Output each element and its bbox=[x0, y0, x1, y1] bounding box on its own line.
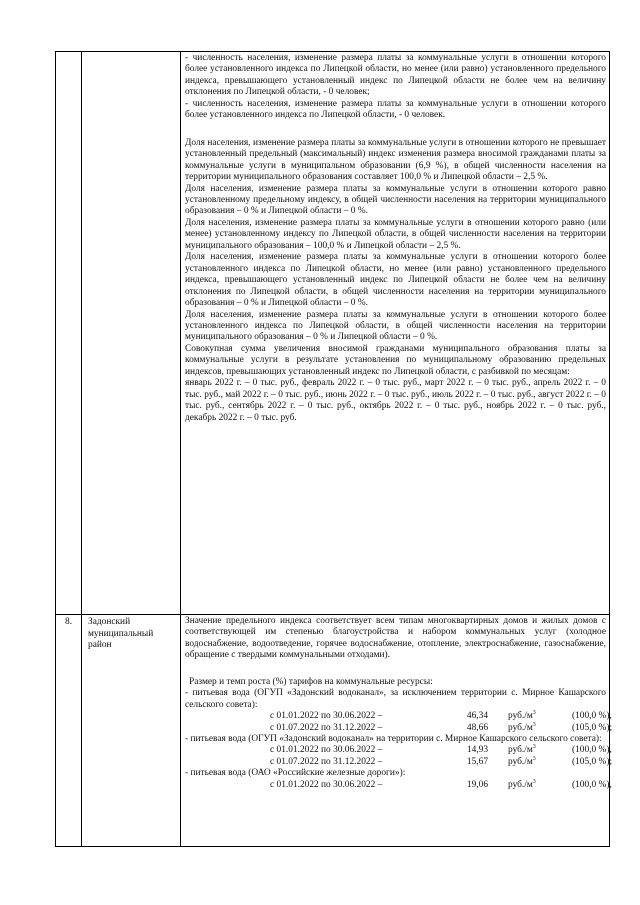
rate-line: с 01.01.2022 по 30.06.2022 – 46,34 $руб./м^3$ (100,0 %), bbox=[270, 710, 612, 722]
rate-line: с 01.01.2022 по 30.06.2022 – 19,06 $руб./м^3$ (100,0 %), bbox=[270, 778, 612, 790]
row-number-cell bbox=[56, 52, 82, 615]
spacer bbox=[185, 662, 606, 677]
paragraph-share-equal-region: Доля населения, изменение размера платы за коммунальные услуги в отношении которого равно (или менее) установленному индексу по Липецкой области, в общей численности населения на территории муниципального образования – 100,0 % и Липецкой области – 2,5 %. bbox=[185, 217, 606, 251]
row-number: 8. bbox=[56, 615, 82, 847]
district-name: Задонский муниципальный район bbox=[82, 615, 181, 847]
district-cell bbox=[82, 52, 181, 615]
table-row-8 bbox=[56, 615, 610, 847]
rate-line: с 01.07.2022 по 31.12.2022 – 15,67 $руб./м^3$ (105,0 %); bbox=[270, 755, 613, 767]
tariff-table bbox=[55, 51, 613, 847]
rate-line: с 01.01.2022 по 30.06.2022 – 14,93 $руб./м^3$ (100,0 %), bbox=[270, 744, 612, 756]
paragraph-index-intro: Значение предельного индекса соответствует всем типам многоквартирных домов и жилых домов с соответствующей им степенью благоустройства и набором коммунальных услуг (холодное водоснабжение, водоотведение, горячее водоснабжение, отопление, электроснабжение, газоснабжение, обращение с твердыми коммунальными отходами). bbox=[185, 616, 606, 661]
spacer bbox=[185, 122, 606, 138]
paragraph-population-moderate: - численность населения, изменение размера платы за коммунальные услуги в отношении которого более установленного индекса по Липецкой области, но менее (или равно) установленного предельного индекса, превышающего установленный индекс по Липецкой области не более чем на величину отклонения по Липецкой области, - 0 человек; bbox=[185, 53, 606, 98]
row-8-description bbox=[181, 615, 613, 847]
description-cell bbox=[181, 52, 610, 615]
paragraph-total-increase: Совокупная сумма увеличения вносимой гражданами муниципального образования платы за коммунальные услуги в результате установления по муниципальному образованию предельных индексов, превышающих установленный индекс по Липецкой области, с разбивкой по месяцам: bbox=[185, 343, 606, 377]
rate-line: с 01.07.2022 по 31.12.2022 – 48,66 $руб./м^3$ (105,0 %); bbox=[270, 721, 613, 733]
rate-item-2-title: - питьевая вода (ОГУП «Задонский водоканал» на территории с. Мирное Кашарского сельского совета): bbox=[185, 733, 602, 744]
rate-item-3-title: - питьевая вода (ОАО «Российские железные дороги»): bbox=[185, 768, 406, 779]
paragraph-share-moderate: Доля населения, изменение размера платы за коммунальные услуги в отношении которого более установленного индекса по Липецкой области, но менее (или равно) установленного предельного индекса, превышающего установленный индекс по Липецкой области не более чем на величину отклонения по Липецкой области, в общей численности населения на территории муниципального образования – 0 % и Липецкой области – 0 %. bbox=[185, 252, 606, 309]
paragraph-population-above: - численность населения, изменение размера платы за коммунальные услуги в отношении которого более установленного индекса по Липецкой области, - 0 человек. bbox=[185, 98, 606, 121]
paragraph-share-not-exceeding: Доля населения, изменение размера платы за коммунальные услуги в отношении которого не превышает установленный предельный (максимальный) индекс изменения размера вносимой гражданами платы за коммунальные услуги в муниципальном образовании (6,9 %), в общей численности населения на территории муниципального образования составляет 100,0 % и Липецкой области – 2,5 %. bbox=[185, 137, 606, 183]
rate-item-1-title: - питьевая вода (ОГУП «Задонский водоканал», за исключением территории с. Мирное Кашарского сельского совета): bbox=[185, 688, 606, 710]
paragraph-monthly-breakdown: январь 2022 г. – 0 тыс. руб., февраль 2022 г. – 0 тыс. руб., март 2022 г. – 0 тыс. руб., апрель 2022 г. – 0 тыс. руб., май 2022 г. – 0 тыс. руб., июнь 2022 г. – 0 тыс. руб., июль 2022 г. – 0 тыс. руб., август 2022 г. – 0 тыс. руб., сентябрь 2022 г. – 0 тыс. руб., октябрь 2022 г. – 0 тыс. руб., ноябрь 2022 г. – 0 тыс. руб., декабрь 2022 г. – 0 тыс. руб. bbox=[185, 378, 606, 423]
paragraph-share-above: Доля населения, изменение размера платы за коммунальные услуги в отношении которого более установленного индекса по Липецкой области, в общей численности населения на территории муниципального образования – 0 % и Липецкой области – 0 %. bbox=[185, 309, 606, 343]
rates-heading: Размер и темп роста (%) тарифов на коммунальные ресурсы: bbox=[189, 676, 433, 687]
table-row-continued bbox=[56, 52, 610, 615]
paragraph-share-equal-limit: Доля населения, изменение размера платы за коммунальные услуги в отношении которого равно установленному предельному индексу, в общей численности населения на территории муниципального образования – 0 % и Липецкой области – 0 %. bbox=[185, 183, 606, 217]
